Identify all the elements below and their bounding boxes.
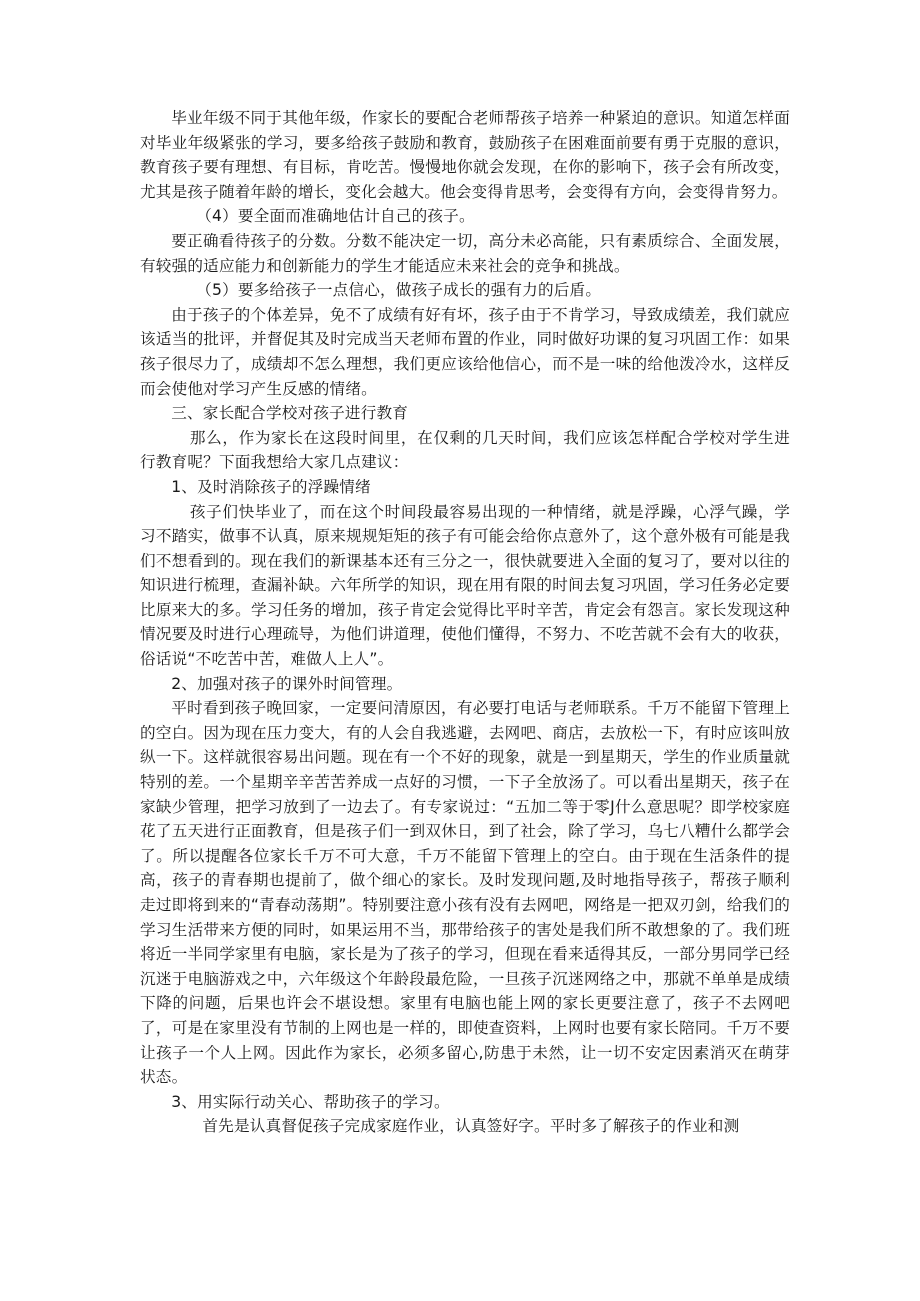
paragraph-grade-awareness: 毕业年级不同于其他年级，作家长的要配合老师帮孩子培养一种紧迫的意识。知道怎样面对毕业年级紧张的学习，要多给孩子鼓励和教育，鼓励孩子在困难面前要有勇于克服的意识，教育孩子要有理想、有目标，肯吃苦。慢慢地你就会发现，在你的影响下，孩子会有所改变，尤其是孩子随着年龄的增长，变化会越大。他会变得肯思考，会变得有方向，会变得肯努力。 <box>140 109 790 201</box>
paragraph-confidence: 由于孩子的个体差异，免不了成绩有好有坏，孩子由于不肯学习，导致成绩差，我们就应该适当的批评，并督促其及时完成当天老师布置的作业，同时做好功课的复习巩固工作：如果孩子很尽力了，成绩却不怎么理想，我们更应该给他信心，而不是一味的给他泼冷水，这样反而会使他对学习产生反感的情绪。 <box>140 305 790 398</box>
heading-suggestion-2: 2、加强对孩子的课外时间管理。 <box>171 674 403 693</box>
heading-suggestion-3: 3、用实际行动关心、帮助孩子的学习。 <box>171 1092 450 1111</box>
paragraph-impetuousness: 孩子们快毕业了，而在这个时间段最容易出现的一种情绪，就是浮躁，心浮气躁，学习不踏实，做事不认真，原来规规矩矩的孩子有可能会给你点意外了，这个意外极有可能是我们不想看到的。现在我们的新课基本还有三分之一，很快就要进入全面的复习了，要对以往的知识进行梳理，查漏补缺。六年所学的知识，现在用有限的时间去复习巩固，学习任务必定要比原来大的多。学习任务的增加，孩子肯定会觉得比平时辛苦，肯定会有怨言。家长发现这种情况要及时进行心理疏导，为他们讲道理，使他们懂得，不努力、不吃苦就不会有大的收获，俗话说“不吃苦中苦，难做人上人”。 <box>140 502 790 669</box>
heading-point-5: （5）要多给孩子一点信心，做孩子成长的强有力的后盾。 <box>196 281 602 300</box>
heading-suggestion-1: 1、及时消除孩子的浮躁情绪 <box>171 477 371 496</box>
heading-point-4: （4）要全面而准确地估计自己的孩子。 <box>196 207 475 226</box>
paragraph-intro-suggestions: 那么，作为家长在这段时间里，在仅剩的几天时间，我们应该怎样配合学校对学生进行教育呢？下面我想给大家几点建议： <box>140 428 790 472</box>
paragraph-scores: 要正确看待孩子的分数。分数不能决定一切，高分未必高能，只有素质综合、全面发展，有较强的适应能力和创新能力的学生才能适应未来社会的竞争和挑战。 <box>140 231 790 275</box>
section-heading-3: 三、家长配合学校对孩子进行教育 <box>171 404 409 423</box>
document-page <box>140 106 790 1139</box>
paragraph-time-management: 平时看到孩子晚回家，一定要问清原因，有必要打电话与老师联系。千万不能留下管理上的空白。因为现在压力变大，有的人会自我逃避，去网吧、商店，去放松一下，有时应该叫放纵一下。这样就很容易出问题。现在有一个不好的现象，就是一到星期天，学生的作业质量就特别的差。一个星期辛辛苦苦养成一点好的习惯，一下子全放汤了。可以看出星期天，孩子在家缺少管理，把学习放到了一边去了。有专家说过：“五加二等于零J什么意思呢？即学校家庭花了五天进行正面教育，但是孩子们一到双休日，到了社会，除了学习，乌七八糟什么都学会了。所以提醒各位家长千万不可大意，千万不能留下管理上的空白。由于现在生活条件的提高，孩子的青春期也提前了，做个细心的家长。及时发现问题,及时地指导孩子，帮孩子顺利走过即将到来的“青春动荡期”。特别要注意小孩有没有去网吧，网络是一把双刃剑，给我们的学习生活带来方便的同时，如果运用不当，那带给孩子的害处是我们所不敢想象的了。我们班将近一半同学家里有电脑，家长是为了孩子的学习，但现在看来适得其反，一部分男同学已经沉迷于电脑游戏之中，六年级这个年龄段最危险，一旦孩子沉迷网络之中，那就不单单是成绩下降的问题，后果也许会不堪设想。家里有电脑也能上网的家长更要注意了，孩子不去网吧了，可是在家里没有节制的上网也是一样的，即使查资料，上网时也要有家长陪同。千万不要让孩子一个人上网。因此作为家长，必须多留心,防患于未然，让一切不安定因素消灭在萌芽状态。 <box>140 699 790 1087</box>
paragraph-homework: 首先是认真督促孩子完成家庭作业，认真签好字。平时多了解孩子的作业和测 <box>202 1117 740 1136</box>
